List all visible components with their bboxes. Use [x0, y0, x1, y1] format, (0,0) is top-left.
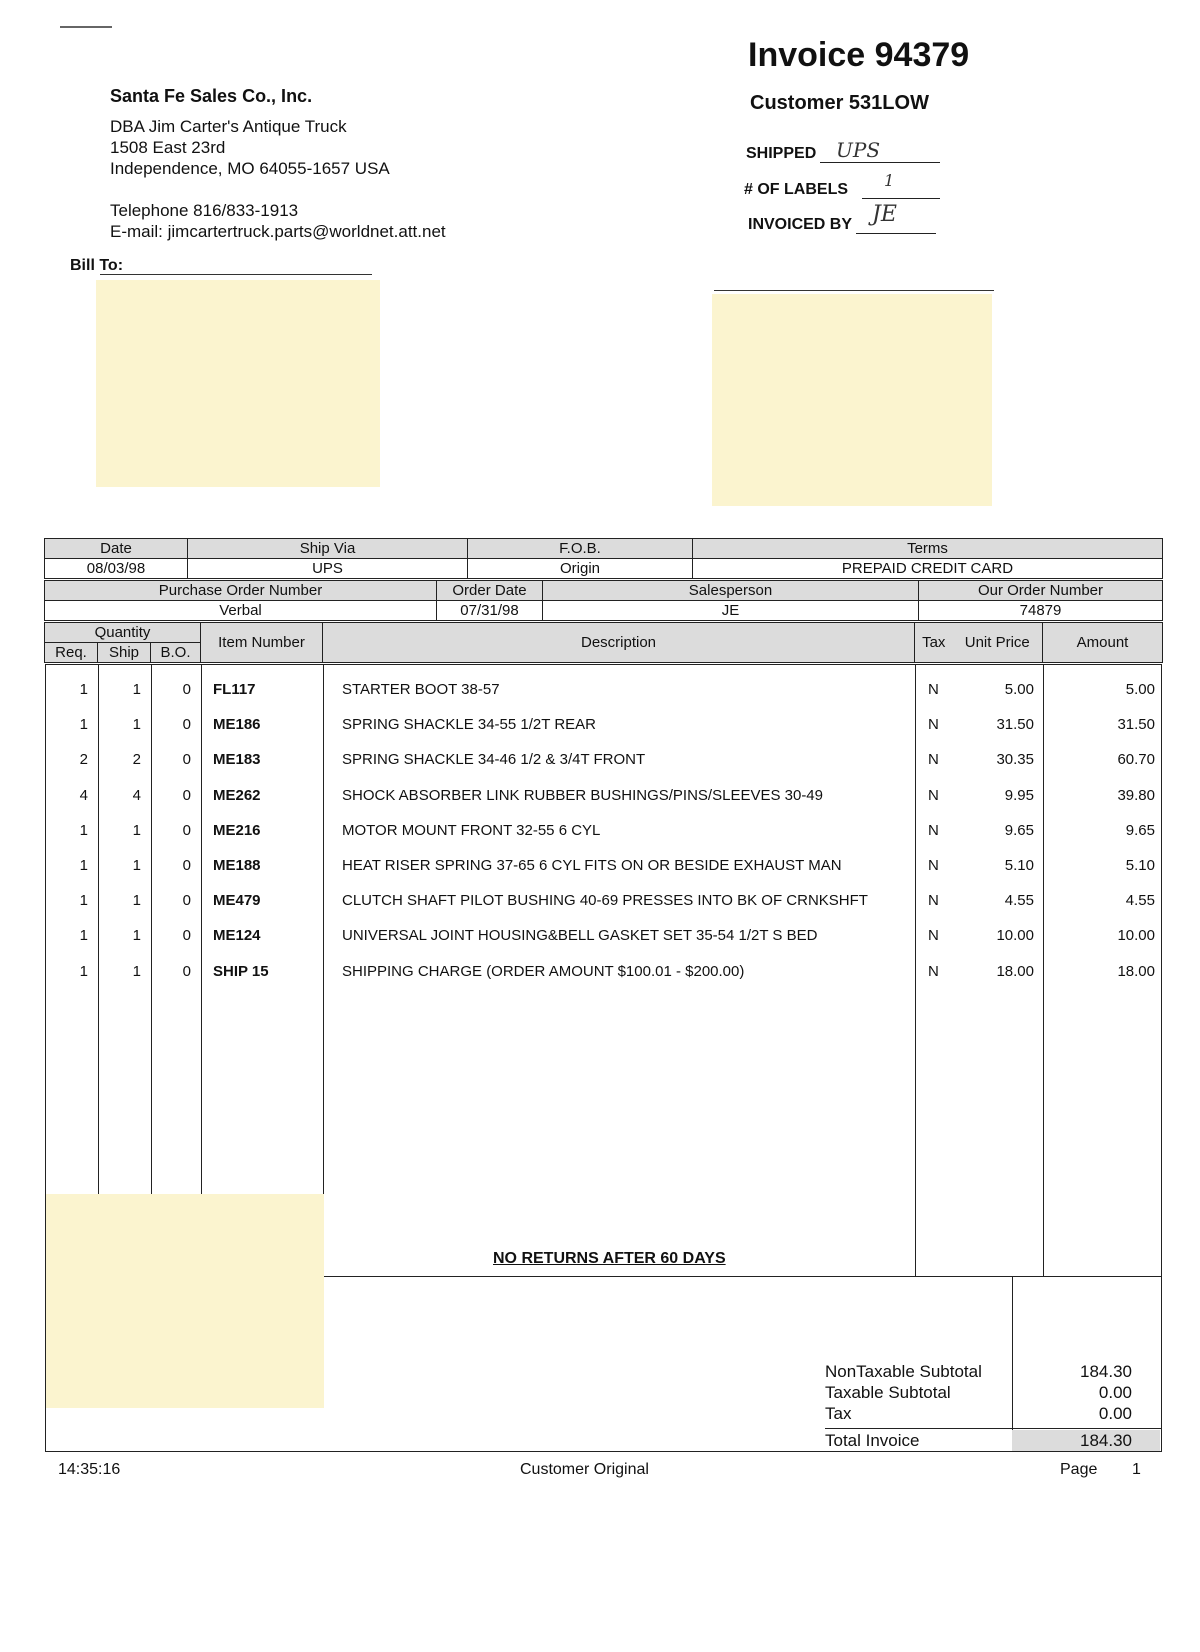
unit-price-cell: 10.00 [996, 927, 1034, 945]
items-body [45, 664, 1162, 1277]
totals-box [45, 1277, 1162, 1452]
tax-cell: N [928, 751, 939, 769]
our-order-header: Our Order Number [919, 581, 1163, 601]
ship-cell: 1 [132, 821, 141, 839]
amount-cell: 39.80 [1117, 786, 1155, 804]
item-number-cell: ME186 [213, 716, 261, 734]
amount-cell: 60.70 [1117, 751, 1155, 769]
ship-via-value: UPS [188, 559, 468, 579]
bill-to-sticky-note [96, 280, 380, 487]
terms-header: Terms [693, 539, 1163, 559]
invoice-number: 94379 [874, 36, 970, 74]
customer-id: 531LOW [848, 92, 929, 114]
amount-cell: 5.00 [1125, 681, 1155, 698]
salesperson-value: JE [543, 601, 919, 621]
bill-to-label: Bill To: [70, 257, 124, 274]
nontaxable-subtotal-value: 184.30 [1080, 1362, 1132, 1381]
unit-price-cell: 4.55 [1004, 892, 1034, 910]
tax-cell: N [928, 962, 939, 980]
item-number-cell: ME188 [213, 857, 261, 874]
scan-mark [60, 26, 112, 28]
table-row [46, 681, 1161, 705]
shipped-value: UPS [836, 138, 881, 162]
bo-cell: 0 [182, 786, 191, 804]
page-number: 1 [1132, 1461, 1141, 1478]
unit-price-cell: 18.00 [996, 962, 1034, 980]
req-cell: 1 [79, 962, 88, 980]
amount-cell: 4.55 [1125, 892, 1155, 910]
unit-price-cell: 9.95 [1004, 786, 1034, 804]
tax-value: 0.00 [1098, 1404, 1132, 1423]
company-street: 1508 East 23rd [110, 138, 226, 157]
fob-value: Origin [468, 559, 693, 579]
amount-cell: 18.00 [1117, 962, 1155, 980]
date-header: Date [45, 539, 188, 559]
invoiced-by-value: JE [872, 202, 897, 227]
amount-header: Amount [1043, 623, 1163, 663]
unit-price-header: Unit Price [953, 623, 1043, 663]
print-time: 14:35:16 [58, 1461, 121, 1478]
description-cell: SHIPPING CHARGE (ORDER AMOUNT $100.01 - $200.00) [342, 962, 745, 980]
table-row [46, 892, 1161, 916]
nontaxable-subtotal-label: NonTaxable Subtotal [825, 1362, 982, 1381]
po-value: Verbal [45, 601, 437, 621]
item-number-cell: FL117 [213, 681, 256, 698]
quantity-header: Quantity [45, 623, 201, 643]
ship-cell: 1 [132, 716, 141, 734]
req-header: Req. [45, 643, 98, 663]
amount-cell: 5.10 [1125, 857, 1155, 874]
bo-cell: 0 [182, 962, 191, 980]
req-cell: 2 [79, 751, 88, 769]
tax-cell: N [928, 681, 939, 698]
item-number-cell: SHIP 15 [213, 962, 269, 980]
invoiced-by-label: INVOICED BY [748, 216, 853, 233]
labels-count-label: # OF LABELS [744, 181, 849, 198]
item-number-cell: ME479 [213, 892, 261, 910]
date-value: 08/03/98 [45, 559, 188, 579]
customer-line [750, 92, 929, 115]
amount-cell: 9.65 [1125, 821, 1155, 839]
description-cell: HEAT RISER SPRING 37-65 6 CYL FITS ON OR BESIDE EXHAUST MAN [342, 857, 842, 874]
total-invoice-label: Total Invoice [825, 1431, 920, 1450]
items-header-table [44, 622, 1163, 663]
description-cell: SHOCK ABSORBER LINK RUBBER BUSHINGS/PINS/SLEEVES 30-49 [342, 786, 823, 804]
invoice-label: Invoice [748, 36, 866, 74]
bo-cell: 0 [182, 681, 191, 698]
description-cell: CLUTCH SHAFT PILOT BUSHING 40-69 PRESSES INTO BK OF CRNKSHFT [342, 892, 868, 910]
description-cell: SPRING SHACKLE 34-46 1/2 & 3/4T FRONT [342, 751, 646, 769]
item-number-cell: ME262 [213, 786, 261, 804]
req-cell: 1 [79, 716, 88, 734]
bo-header: B.O. [151, 643, 201, 663]
req-cell: 4 [79, 786, 88, 804]
ship-cell: 1 [132, 927, 141, 945]
tax-cell: N [928, 821, 939, 839]
ship-to-line [714, 290, 994, 291]
bo-cell: 0 [182, 927, 191, 945]
table-row [46, 963, 1161, 987]
item-number-cell: ME124 [213, 927, 261, 945]
description-cell: UNIVERSAL JOINT HOUSING&BELL GASKET SET 35-54 1/2T S BED [342, 927, 818, 945]
ship-cell: 1 [132, 892, 141, 910]
page-label: Page [1060, 1461, 1098, 1478]
no-returns-notice: NO RETURNS AFTER 60 DAYS [493, 1250, 726, 1267]
bill-to-line [100, 274, 372, 275]
table-row [46, 787, 1161, 811]
company-city: Independence, MO 64055-1657 USA [110, 159, 390, 178]
customer-label: Customer [750, 92, 844, 114]
unit-price-cell: 5.00 [1004, 681, 1034, 698]
unit-price-cell: 31.50 [996, 716, 1034, 734]
our-order-value: 74879 [919, 601, 1163, 621]
ship-via-header: Ship Via [188, 539, 468, 559]
req-cell: 1 [79, 927, 88, 945]
tax-cell: N [928, 786, 939, 804]
salesperson-header: Salesperson [543, 581, 919, 601]
req-cell: 1 [79, 821, 88, 839]
unit-price-cell: 9.65 [1004, 821, 1034, 839]
ship-cell: 2 [132, 751, 141, 769]
bo-cell: 0 [182, 821, 191, 839]
tax-cell: N [928, 927, 939, 945]
req-cell: 1 [79, 681, 88, 698]
taxable-subtotal-value: 0.00 [1098, 1383, 1132, 1402]
bo-cell: 0 [182, 751, 191, 769]
unit-price-cell: 30.35 [996, 751, 1034, 769]
ship-to-sticky-note [712, 294, 992, 506]
tax-cell: N [928, 892, 939, 910]
tax-cell: N [928, 716, 939, 734]
bo-cell: 0 [182, 716, 191, 734]
unit-price-cell: 5.10 [1004, 857, 1034, 874]
labels-line [862, 178, 940, 199]
taxable-subtotal-label: Taxable Subtotal [825, 1383, 951, 1402]
order-date-header: Order Date [437, 581, 543, 601]
company-dba: DBA Jim Carter's Antique Truck [110, 117, 347, 136]
fob-header: F.O.B. [468, 539, 693, 559]
bo-cell: 0 [182, 857, 191, 874]
ship-cell: 1 [132, 857, 141, 874]
table-row [46, 751, 1161, 775]
description-header: Description [323, 623, 915, 663]
amount-cell: 31.50 [1117, 716, 1155, 734]
order-date-value: 07/31/98 [437, 601, 543, 621]
labels-value: 1 [884, 171, 895, 190]
company-name: Santa Fe Sales Co., Inc. [110, 86, 313, 106]
tax-cell: N [928, 857, 939, 874]
terms-value: PREPAID CREDIT CARD [693, 559, 1163, 579]
req-cell: 1 [79, 857, 88, 874]
ship-header: Ship [98, 643, 151, 663]
table-row [46, 822, 1161, 846]
description-cell: SPRING SHACKLE 34-55 1/2T REAR [342, 716, 596, 734]
table-row [46, 716, 1161, 740]
amount-cell: 10.00 [1117, 927, 1155, 945]
ship-cell: 1 [132, 681, 141, 698]
tax-label: Tax [825, 1404, 852, 1423]
table-row [46, 857, 1161, 881]
description-cell: STARTER BOOT 38-57 [342, 681, 500, 698]
ship-cell: 1 [132, 962, 141, 980]
table-row [46, 927, 1161, 951]
total-invoice-value: 184.30 [1080, 1431, 1132, 1450]
order-info-table-1 [44, 538, 1163, 579]
description-cell: MOTOR MOUNT FRONT 32-55 6 CYL [342, 821, 601, 839]
shipped-label: SHIPPED [746, 145, 817, 162]
company-email: E-mail: jimcartertruck.parts@worldnet.att.net [110, 222, 446, 241]
po-header: Purchase Order Number [45, 581, 437, 601]
ship-cell: 4 [132, 786, 141, 804]
tax-header: Tax [915, 623, 953, 663]
company-telephone: Telephone 816/833-1913 [110, 201, 299, 220]
bo-cell: 0 [182, 892, 191, 910]
item-number-header: Item Number [201, 623, 323, 663]
req-cell: 1 [79, 892, 88, 910]
invoice-title [748, 36, 969, 75]
total-separator [825, 1428, 1161, 1429]
copy-label: Customer Original [520, 1461, 649, 1478]
item-number-cell: ME183 [213, 751, 261, 769]
item-number-cell: ME216 [213, 821, 261, 839]
order-info-table-2 [44, 580, 1163, 621]
